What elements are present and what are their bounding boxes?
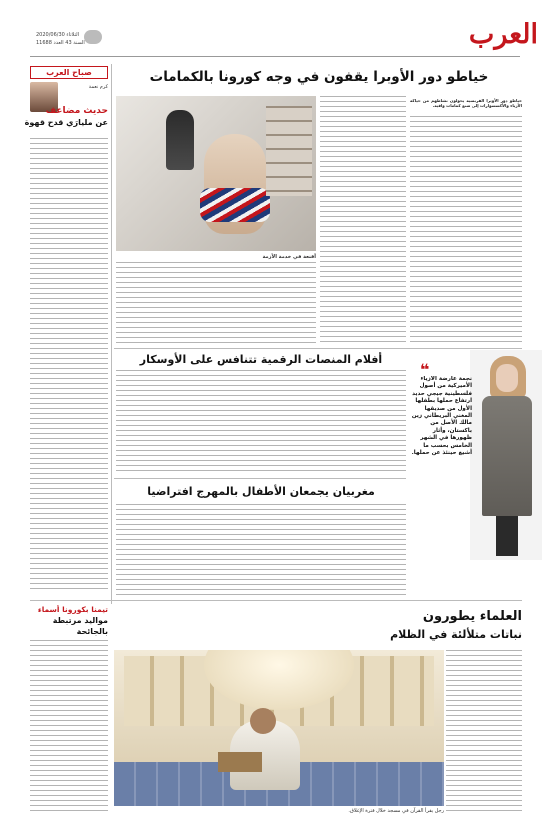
mosque-photo-caption: رجل يقرأ القرآن في مسجد خلال فترة الإغلاق. <box>348 808 444 814</box>
main-lead: خياطو دور الأوبرا الفرنسية يحولون نشاطهم من حياكة الأزياء والأكسسوارات إلى صنع كمامات واقية. <box>410 98 522 108</box>
reader-head <box>250 708 276 734</box>
story3-body <box>116 504 406 596</box>
divider-1 <box>114 348 522 349</box>
model-photo <box>470 350 542 560</box>
masthead-emblem <box>84 30 102 44</box>
story5-body <box>30 640 108 812</box>
story5-headline-1: تيمنا بكورونا أسماء <box>37 605 108 614</box>
main-body-right <box>410 116 522 346</box>
column-title-1: حديث مضاعف <box>45 106 108 116</box>
book <box>218 752 262 772</box>
main-headline: خياطو دور الأوبرا يقفون في وجه كورونا بالكمامات <box>149 69 489 85</box>
masthead <box>0 0 550 60</box>
main-photo-caption: أقنعة في خدمة الأزمة <box>262 254 316 260</box>
story4-headline-2: نباتات متلألئة في الظلام <box>390 628 522 641</box>
tailor-figure <box>166 110 194 170</box>
masthead-issue-line: السنة 43 العدد 11688 <box>36 40 85 46</box>
story4-body-right <box>446 650 522 812</box>
column-section-label: صباح العرب <box>30 66 108 79</box>
column-section <box>24 66 108 127</box>
main-photo <box>116 96 316 251</box>
masthead-rule <box>30 56 520 57</box>
quote-icon: ❝ <box>420 360 430 379</box>
story5-headline-3: بالجائحة <box>76 627 108 636</box>
sidebar-quote: نجمة عارضة الأزياء الأميركية من أصول فلسطينية جيجي حديد ارتفاع حملها بطفلها الأول من صديقها المغني البريطاني زين مالك الأصل من باكستان، وأثار ظهورها في الشهر الخامس بحسب ما أشيع حينئذ عن حملها. <box>411 376 472 457</box>
divider-2 <box>114 478 406 479</box>
mask-shape <box>200 188 270 222</box>
story2-headline: أفلام المنصات الرقمية تتنافس على الأوسكار <box>139 353 383 366</box>
model-face <box>496 364 518 392</box>
story3-headline: مغربيان يجمعان الأطفال بالمهرج افتراضيا <box>147 485 375 498</box>
divider-3 <box>30 600 522 601</box>
masthead-date-line: الثلاثاء 2020/06/30 <box>36 32 80 38</box>
column-title-2: عن مليارَي قدح قهوة <box>24 118 108 127</box>
story2-body <box>116 370 406 474</box>
main-body-mid <box>320 96 406 346</box>
column-body-text <box>30 138 108 590</box>
column-author-name: كرم نعمة <box>88 84 108 90</box>
story4-headline-1: العلماء يطورون <box>422 609 522 624</box>
model-legs <box>496 516 518 556</box>
main-body-below-photo <box>116 262 316 346</box>
masthead-logo: العرب <box>468 19 538 50</box>
model-coat <box>482 396 532 516</box>
story5-headline-2: مواليد مرتبطة <box>52 616 108 625</box>
mosque-photo <box>114 650 444 806</box>
shelf-area <box>266 106 312 196</box>
column-divider <box>111 64 112 604</box>
